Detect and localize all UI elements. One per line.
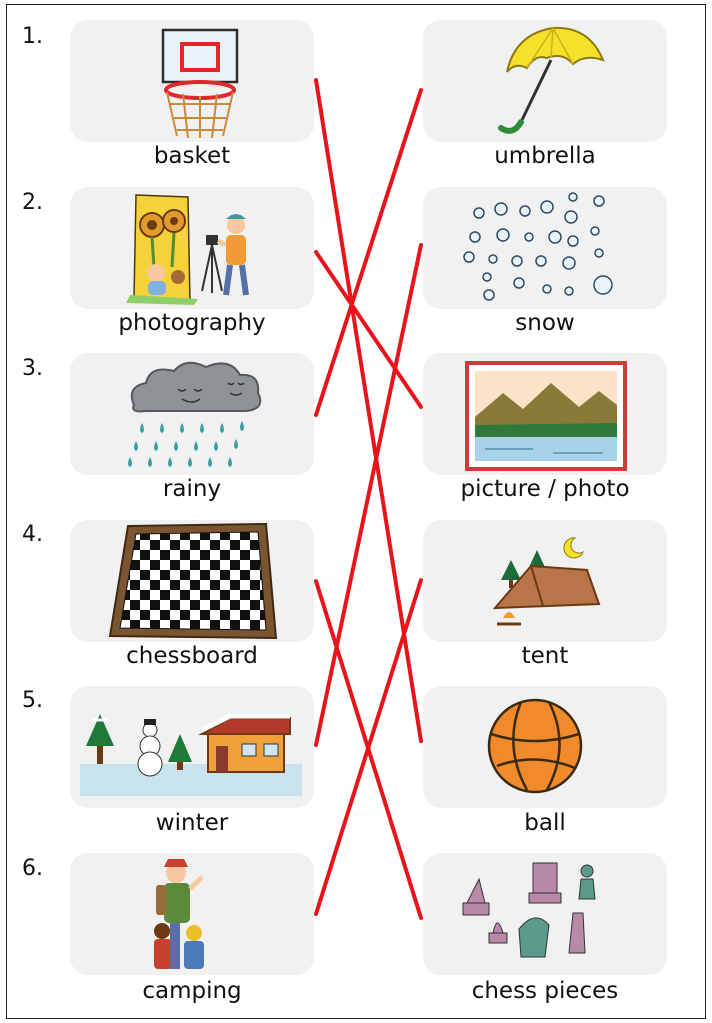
- card-chessboard: [70, 520, 314, 642]
- card-umbrella: [423, 20, 667, 142]
- label-basket: basket: [153, 143, 231, 169]
- card-tent: [423, 520, 667, 642]
- label-ball: ball: [524, 810, 566, 836]
- item-number-3: 3.: [22, 356, 43, 381]
- item-number-2: 2.: [22, 190, 43, 215]
- label-umbrella: umbrella: [494, 143, 596, 169]
- label-rainy: rainy: [162, 476, 222, 502]
- item-number-5: 5.: [22, 688, 43, 713]
- basketball-icon: [423, 686, 667, 808]
- basketball-hoop-icon: [70, 20, 314, 142]
- label-camping: camping: [142, 978, 242, 1004]
- card-ball: [423, 686, 667, 808]
- photographer-icon: [70, 187, 314, 309]
- card-snow: [423, 187, 667, 309]
- label-tent: tent: [521, 643, 569, 669]
- item-number-6: 6.: [22, 856, 43, 881]
- card-winter: [70, 686, 314, 808]
- card-rainy: [70, 353, 314, 475]
- winter-scene-icon: [70, 686, 314, 808]
- card-picture-photo: [423, 353, 667, 475]
- label-chessboard: chessboard: [126, 643, 258, 669]
- snowflakes-icon: [423, 187, 667, 309]
- umbrella-icon: [423, 20, 667, 142]
- label-picture-photo: picture / photo: [460, 476, 630, 502]
- item-number-4: 4.: [22, 522, 43, 547]
- label-winter: winter: [155, 810, 229, 836]
- item-number-1: 1.: [22, 24, 43, 49]
- card-photography: [70, 187, 314, 309]
- label-snow: snow: [515, 310, 575, 336]
- chessboard-icon: [70, 520, 314, 642]
- campers-icon: [70, 853, 314, 975]
- card-basket: [70, 20, 314, 142]
- label-photography: photography: [118, 310, 266, 336]
- card-camping: [70, 853, 314, 975]
- label-chess-pieces: chess pieces: [471, 978, 619, 1004]
- chess-pieces-icon: [423, 853, 667, 975]
- card-chess-pieces: [423, 853, 667, 975]
- tent-icon: [423, 520, 667, 642]
- rain-cloud-icon: [70, 353, 314, 475]
- landscape-picture-icon: [423, 353, 667, 475]
